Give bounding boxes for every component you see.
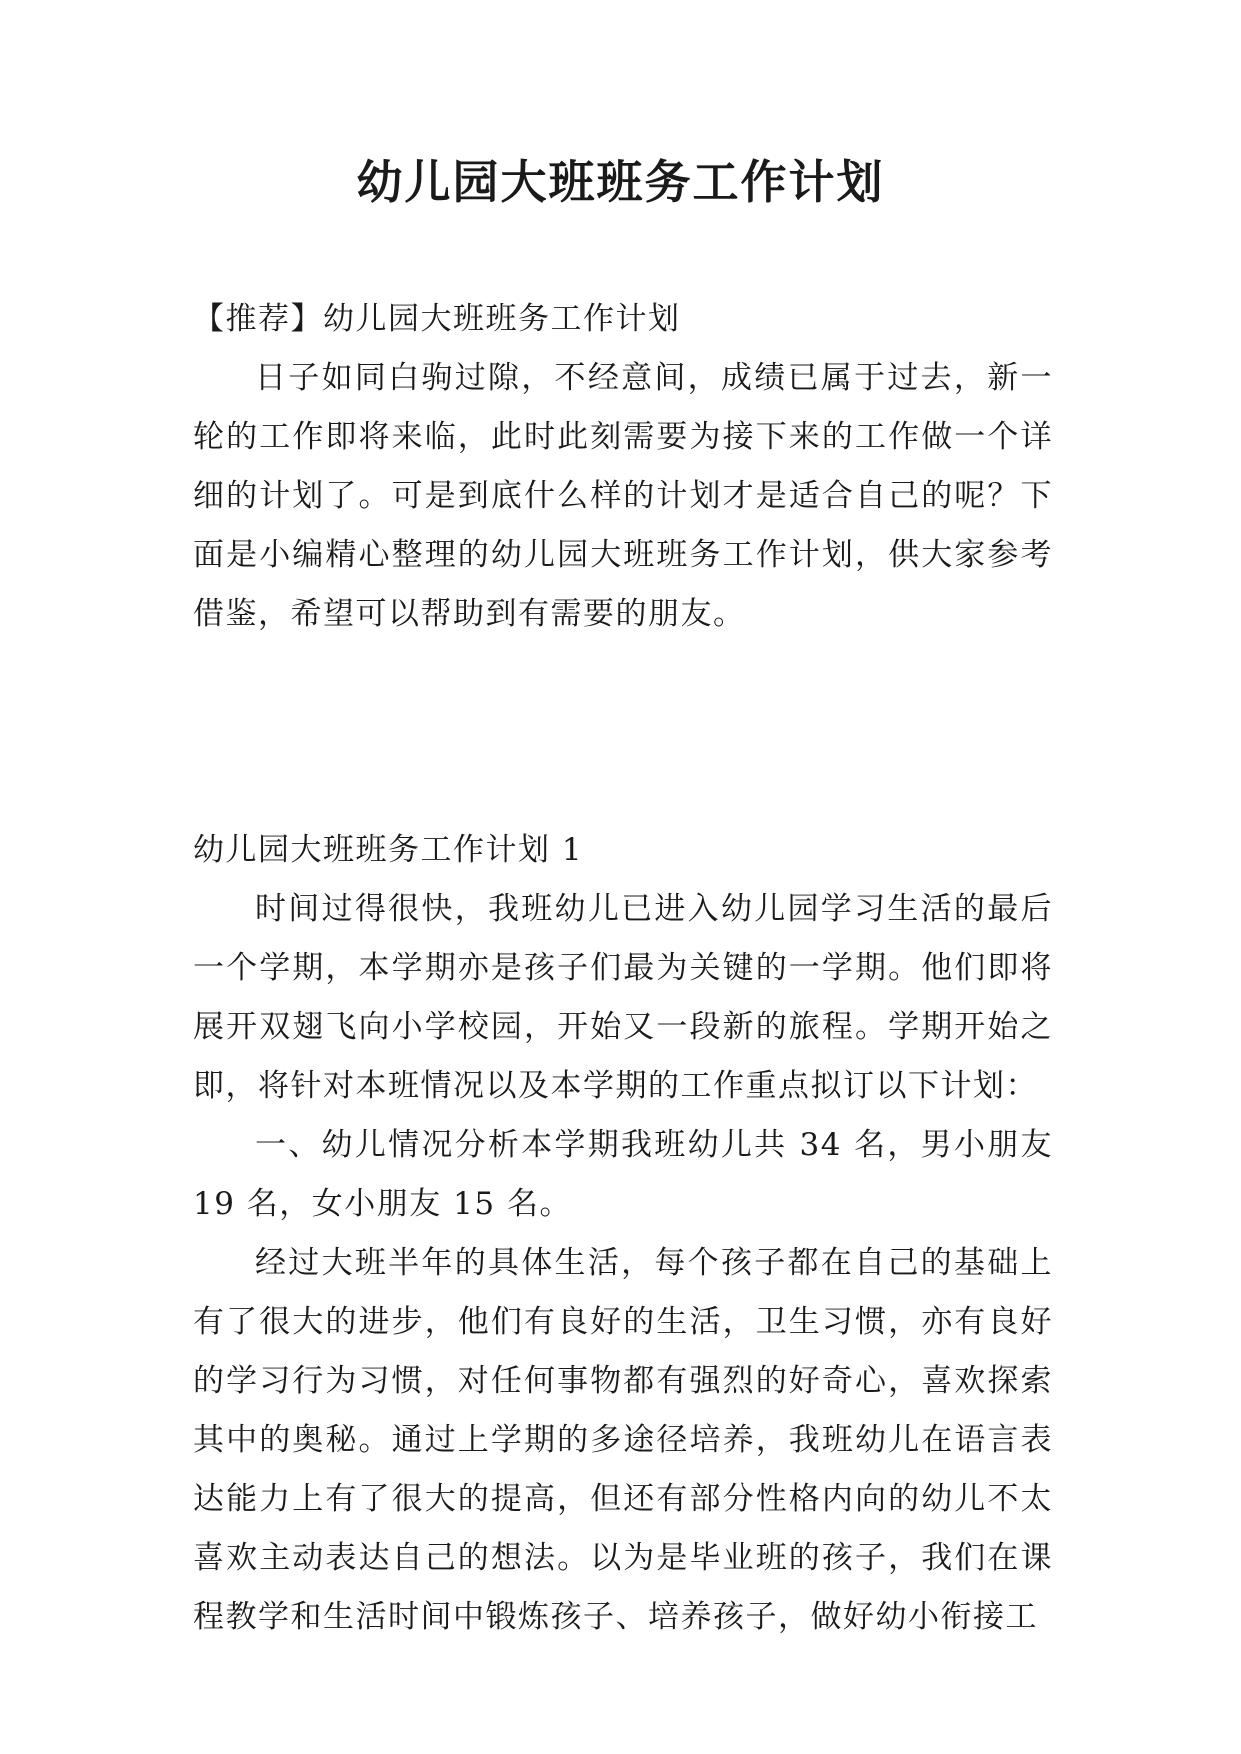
body-paragraph-2: 一、幼儿情况分析本学期我班幼儿共 34 名，男小朋友 19 名，女小朋友 15 名。	[193, 1127, 1053, 1222]
document-body	[193, 290, 1053, 1647]
section-spacer	[193, 644, 1053, 821]
recommend-line: 【推荐】幼儿园大班班务工作计划	[193, 301, 681, 337]
body-paragraph-1: 时间过得很快，我班幼儿已进入幼儿园学习生活的最后一个学期，本学期亦是孩子们最为关键的一学期。他们即将展开双翅飞向小学校园，开始又一段新的旅程。学期开始之即，将针对本班情况以及本学期的工作重点拟订以下计划：	[193, 891, 1053, 1104]
document-title: 幼儿园大班班务工作计划	[356, 155, 885, 209]
section-heading: 幼儿园大班班务工作计划 1	[193, 832, 584, 868]
intro-paragraph: 日子如同白驹过隙，不经意间，成绩已属于过去，新一轮的工作即将来临，此时此刻需要为接下来的工作做一个详细的计划了。可是到底什么样的计划才是适合自己的呢？下面是小编精心整理的幼儿园大班班务工作计划，供大家参考借鉴，希望可以帮助到有需要的朋友。	[193, 360, 1053, 632]
body-paragraph-3: 经过大班半年的具体生活，每个孩子都在自己的基础上有了很大的进步，他们有良好的生活，卫生习惯，亦有良好的学习行为习惯，对任何事物都有强烈的好奇心，喜欢探索其中的奥秘。通过上学期的多途径培养，我班幼儿在语言表达能力上有了很大的提高，但还有部分性格内向的幼儿不太喜欢主动表达自己的想法。以为是毕业班的孩子，我们在课程教学和生活时间中锻炼孩子、培养孩子，做好幼小衔接工	[193, 1245, 1053, 1635]
